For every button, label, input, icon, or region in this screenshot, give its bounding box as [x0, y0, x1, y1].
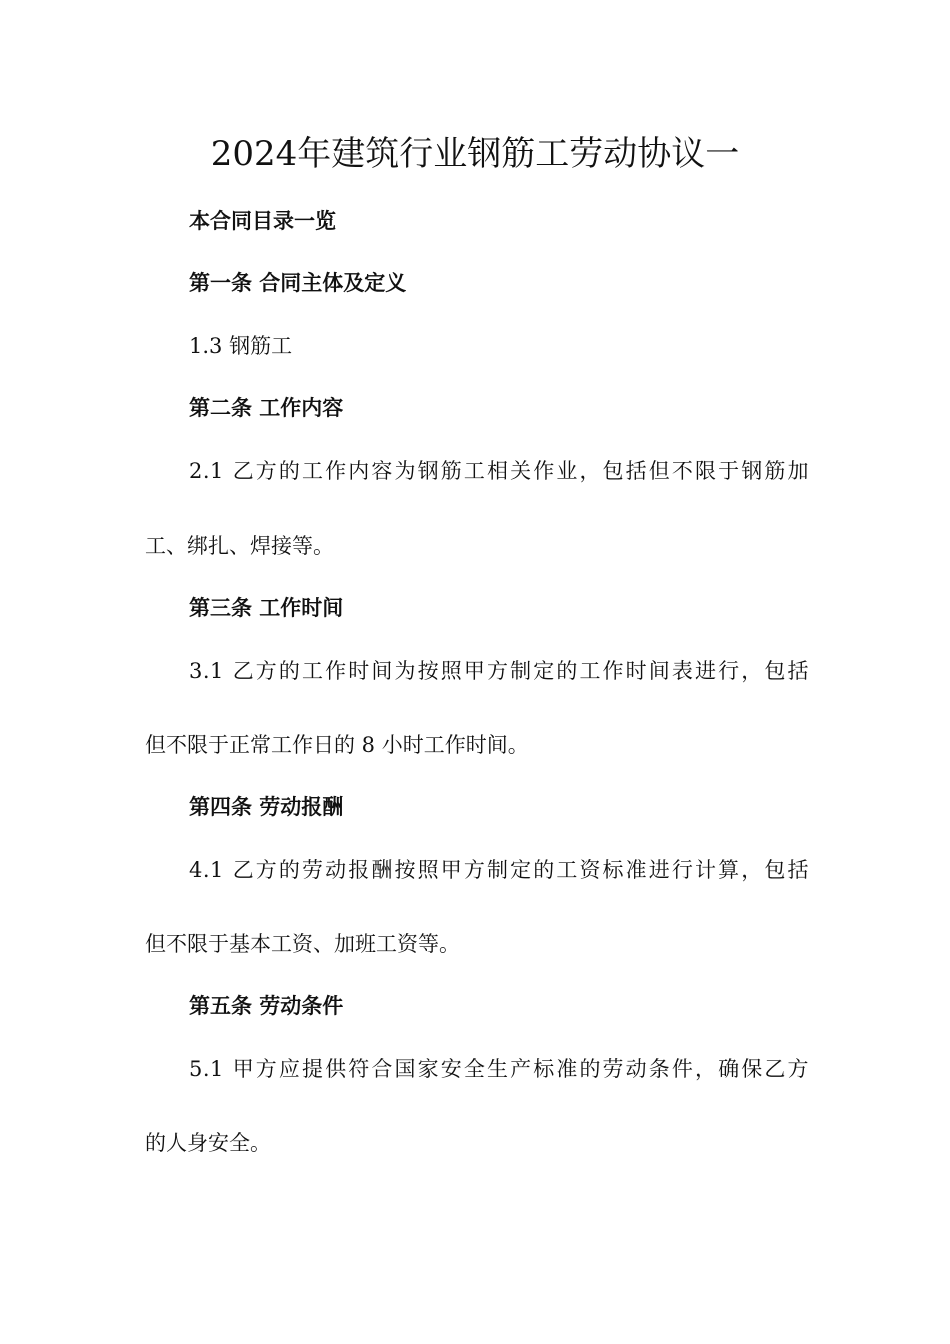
section-2-para-line-2: 工、绑扎、焊接等。	[145, 534, 334, 558]
section-5-para-line-2: 的人身安全。	[145, 1131, 271, 1155]
section-2-para-line-1: 2.1 乙方的工作内容为钢筋工相关作业，包括但不限于钢筋加	[189, 459, 809, 483]
section-4-para-line-2: 但不限于基本工资、加班工资等。	[145, 932, 460, 956]
section-5-heading: 第五条 劳动条件	[189, 994, 344, 1018]
toc-heading: 本合同目录一览	[189, 209, 336, 233]
section-4-para-line-1: 4.1 乙方的劳动报酬按照甲方制定的工资标准进行计算，包括	[189, 858, 809, 882]
section-1-heading: 第一条 合同主体及定义	[189, 271, 407, 295]
section-3-heading: 第三条 工作时间	[189, 596, 344, 620]
section-4-heading: 第四条 劳动报酬	[189, 795, 344, 819]
section-3-para-line-2: 但不限于正常工作日的 8 小时工作时间。	[145, 733, 529, 757]
section-2-heading: 第二条 工作内容	[189, 396, 344, 420]
section-1-item-1-3: 1.3 钢筋工	[189, 334, 293, 358]
document-title: 2024年建筑行业钢筋工劳动协议一	[210, 134, 740, 174]
section-3-para-line-1: 3.1 乙方的工作时间为按照甲方制定的工作时间表进行，包括	[189, 659, 809, 683]
section-5-para-line-1: 5.1 甲方应提供符合国家安全生产标准的劳动条件，确保乙方	[189, 1057, 809, 1081]
